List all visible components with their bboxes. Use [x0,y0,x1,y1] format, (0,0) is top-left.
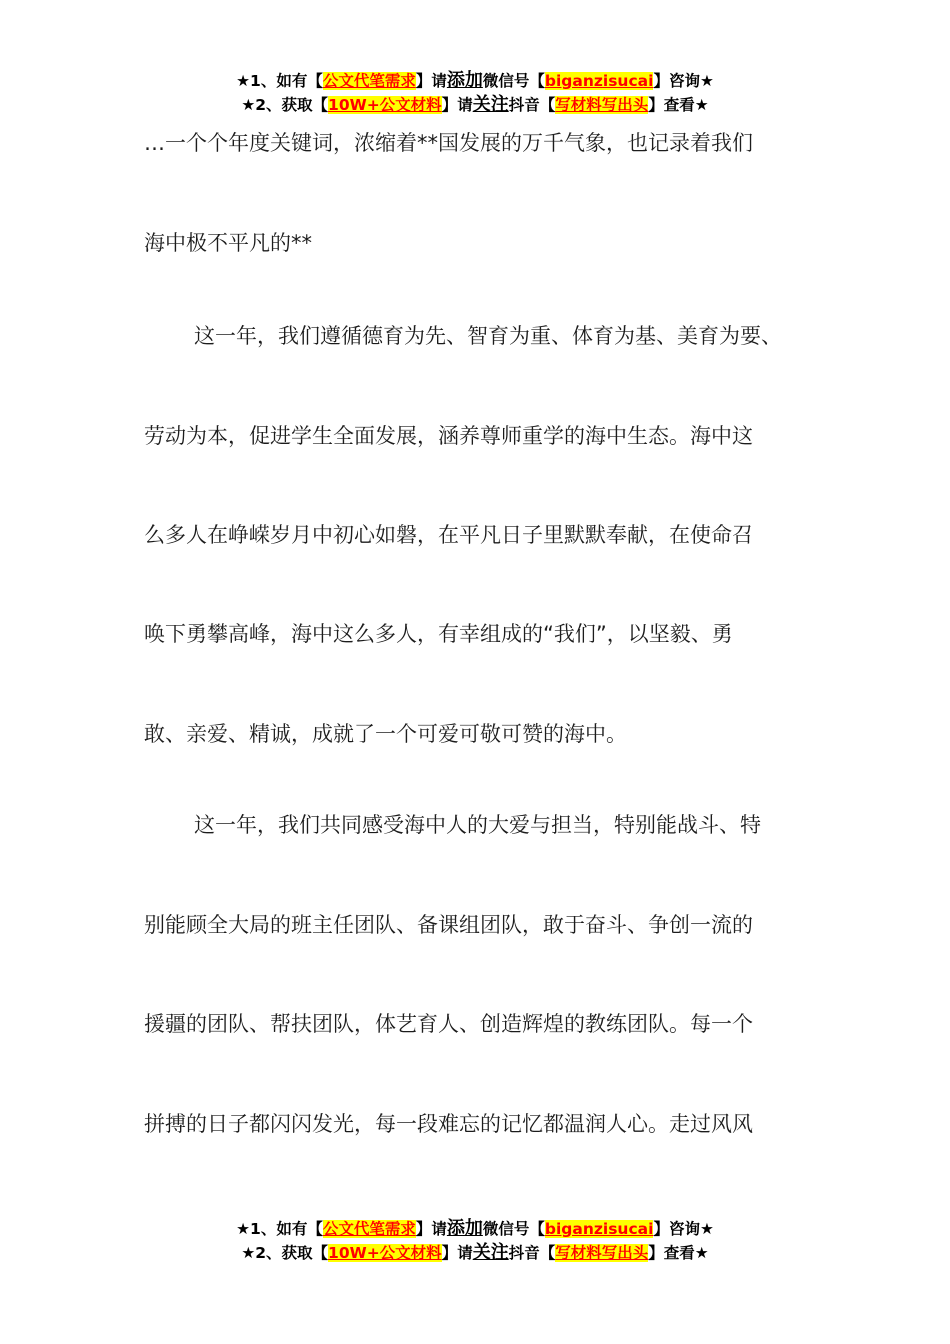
body-line: …一个个年度关键词，浓缩着**国发展的万千气象，也记录着我们 [144,131,753,155]
body-line: 援疆的团队、帮扶团队，体艺育人、创造辉煌的教练团队。每一个 [144,1012,753,1036]
banner-text: 】咨询★ [653,72,714,90]
banner-highlight: 公文代笔需求 [322,1220,416,1238]
banner-wechat-id[interactable]: biganzisucai [544,1220,654,1238]
banner-text: ★2、获取【 [241,96,329,114]
banner-text: 】查看★ [648,96,709,114]
header-banner [0,69,950,117]
banner-text: ★1、如有【 [236,1220,323,1238]
banner-text: 抖音【 [508,1244,556,1262]
banner-text: 】请 [441,1244,473,1262]
banner-underlined: 添加 [446,70,483,91]
footer-banner-line-2 [0,1241,950,1265]
banner-underlined: 关注 [472,94,509,115]
banner-text: ★2、获取【 [241,1244,329,1262]
banner-text: 】请 [415,72,447,90]
body-line: 海中极不平凡的** [144,231,312,255]
banner-underlined: 关注 [472,1242,509,1263]
body-line: 劳动为本，促进学生全面发展，涵养尊师重学的海中生态。海中这 [144,424,753,448]
banner-text: 】查看★ [648,1244,709,1262]
footer-banner [0,1217,950,1265]
body-line: 唤下勇攀高峰，海中这么多人，有幸组成的“我们”，以坚毅、勇 [144,622,733,646]
banner-text: 】请 [415,1220,447,1238]
banner-douyin-account[interactable]: 写材料写出头 [555,96,649,114]
banner-highlight: 10W+公文材料 [328,1244,442,1262]
banner-text: 】请 [441,96,473,114]
body-line: 拼搏的日子都闪闪发光，每一段难忘的记忆都温润人心。走过风风 [144,1112,753,1136]
footer-banner-line-1 [0,1217,950,1241]
banner-text: 】咨询★ [653,1220,714,1238]
banner-text: 微信号【 [482,1220,545,1238]
banner-wechat-id[interactable]: biganzisucai [544,72,654,90]
banner-highlight: 公文代笔需求 [322,72,416,90]
banner-highlight: 10W+公文材料 [328,96,442,114]
banner-douyin-account[interactable]: 写材料写出头 [555,1244,649,1262]
banner-text: 抖音【 [508,96,556,114]
body-line: 么多人在峥嵘岁月中初心如磐，在平凡日子里默默奉献，在使命召 [144,523,753,547]
banner-text: 微信号【 [482,72,545,90]
paragraph-first-line: 这一年，我们遵循德育为先、智育为重、体育为基、美育为要、 [194,324,782,348]
paragraph-first-line: 这一年，我们共同感受海中人的大爱与担当，特别能战斗、特 [194,813,761,837]
body-line: 别能顾全大局的班主任团队、备课组团队，敢于奋斗、争创一流的 [144,913,753,937]
header-banner-line-2 [0,93,950,117]
body-line: 敢、亲爱、精诚，成就了一个可爱可敬可赞的海中。 [144,722,627,746]
banner-text: ★1、如有【 [236,72,323,90]
banner-underlined: 添加 [446,1218,483,1239]
header-banner-line-1 [0,69,950,93]
